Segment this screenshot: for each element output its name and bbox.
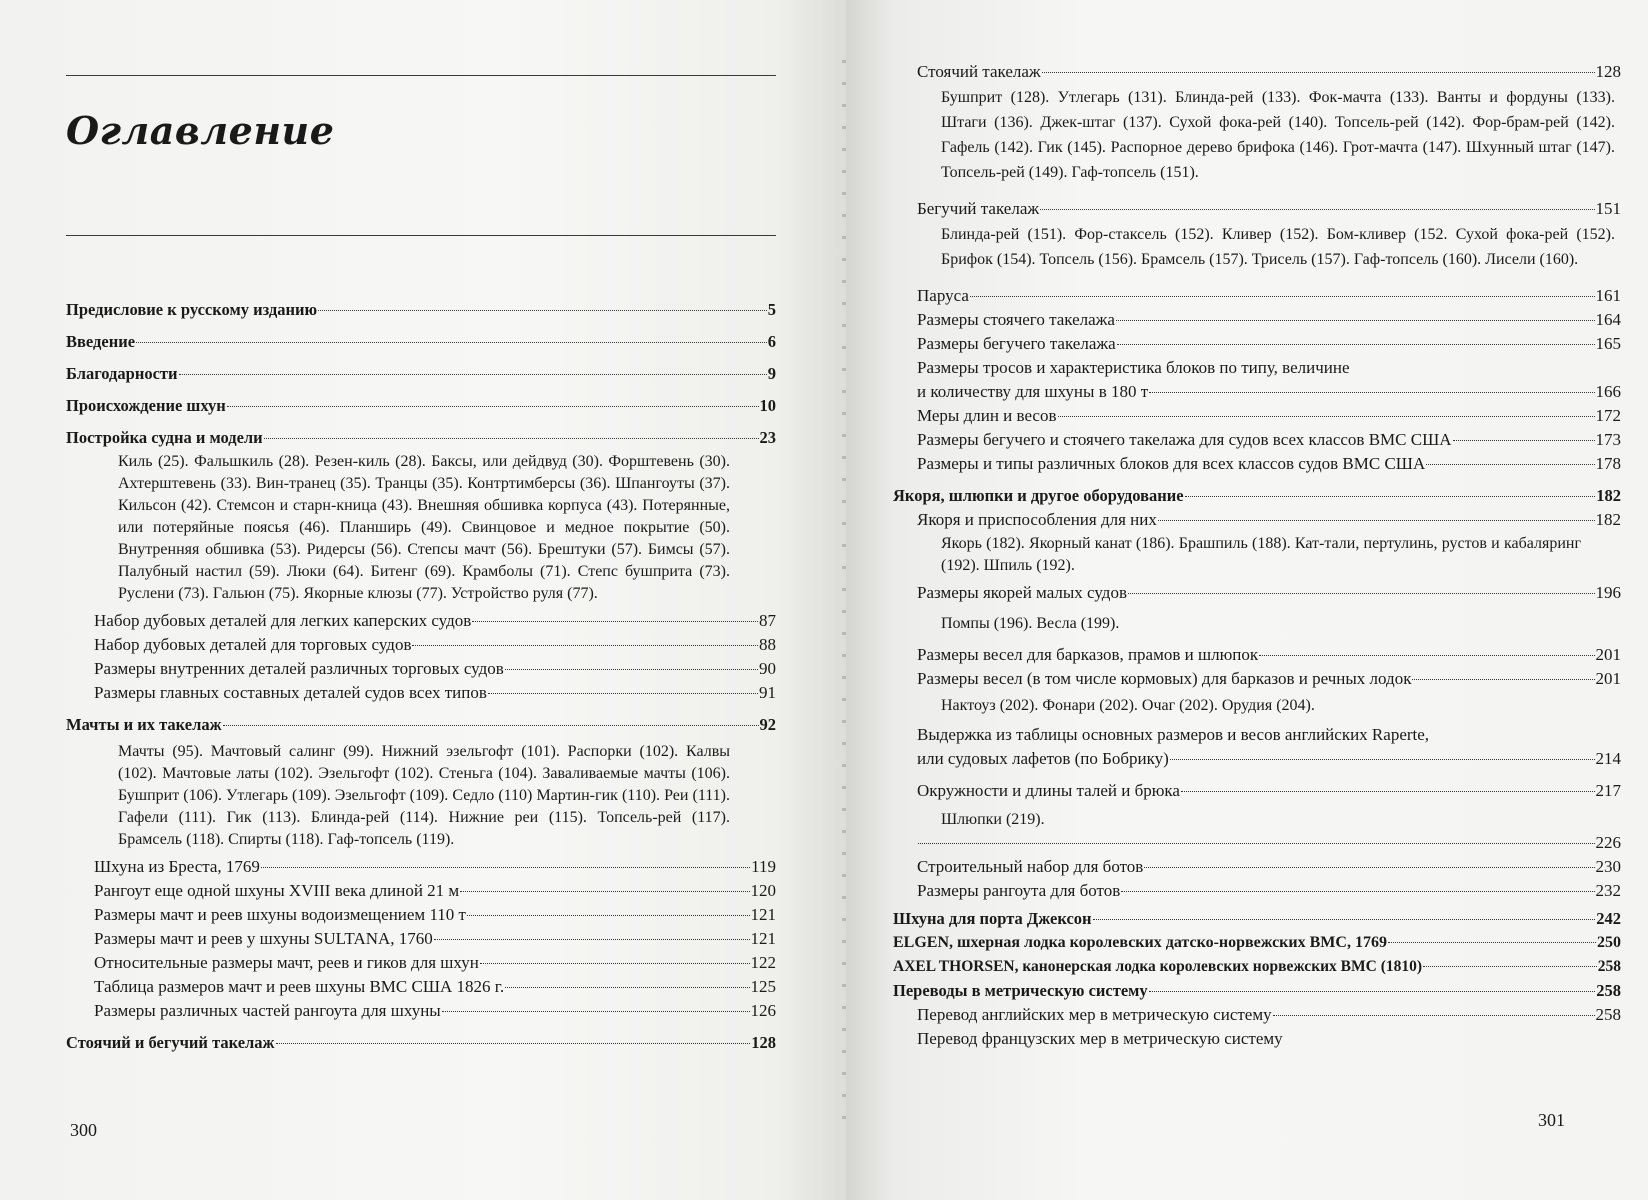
toc-entry[interactable]: 226 — [917, 831, 1621, 855]
toc-entry[interactable]: Размеры весел для барказов, прамов и шлюпок 201 — [917, 645, 1621, 664]
toc-entry[interactable]: Размеры внутренних деталей различных торговых судов 90 — [94, 659, 776, 678]
toc-entry[interactable]: Размеры различных частей рангоута для шхуны 126 — [94, 1001, 776, 1020]
toc-entry[interactable]: Перевод английских мер в метрическую систему 258 — [917, 1005, 1621, 1024]
section-contents: Киль (25). Фальшкиль (28). Резен-киль (28). Баксы, или дейдвуд (30). Форштевень (30). Ахтерштевень (33). Вин-транец (35). Транцы (35). Контртимберсы (36). Шпангоуты (37). Кильсон (42). Стемсон и старн-кница (43). Внешняя обшивка корпуса (43). Потерянные, или потеряйные поясья (46). Планширь (49). Свинцовое и медное покрытие (50). Внутренняя обшивка (53). Ридерсы (56). Степсы мачт (56). Брештуки (57). Бимсы (57). Палубный настил (59). Люки (64). Битенг (69). Крамболы (71). Степс бушприта (73). Руслени (73). Гальюн (75). Якорные клюзы (77). Устройство руля (77). — [118, 453, 730, 602]
toc-entry[interactable]: Переводы в метрическую систему 258 — [893, 981, 1621, 1000]
toc-entry[interactable]: Набор дубовых деталей для торговых судов 88 — [94, 635, 776, 654]
toc-entry[interactable]: Размеры мачт и реев у шхуны SULTANA, 1760 121 — [94, 929, 776, 948]
toc-entry[interactable]: Окружности и длины талей и брюка 217 — [917, 781, 1621, 800]
top-rule — [66, 75, 776, 76]
toc-entry[interactable]: Мачты и их такелаж 92 — [66, 715, 776, 734]
toc-entry[interactable]: Предисловие к русскому изданию 5 — [66, 300, 776, 319]
toc-entry[interactable]: Перевод французских мер в метрическую систему — [917, 1029, 1283, 1048]
toc-entry[interactable]: Размеры бегучего такелажа 165 — [917, 334, 1621, 353]
toc-entry-line[interactable]: Размеры тросов и характеристика блоков по типу, величине — [917, 358, 1350, 377]
toc-entry[interactable]: Размеры рангоута для ботов 232 — [917, 881, 1621, 900]
section-contents: Шлюпки (219). — [941, 811, 1045, 828]
toc-entry[interactable]: Введение 6 — [66, 332, 776, 351]
right-page — [846, 0, 1648, 1200]
toc-entry[interactable]: Благодарности 9 — [66, 364, 776, 383]
toc-entry[interactable]: Относительные размеры мачт, реев и гиков для шхун 122 — [94, 953, 776, 972]
toc-entry[interactable]: Рангоут еще одной шхуны XVIII века длиной 21 м 120 — [94, 881, 776, 900]
toc-entry[interactable]: ELGEN, шхерная лодка королевских датско-норвежских ВМС, 1769 250 — [893, 934, 1621, 951]
section-contents: Мачты (95). Мачтовый салинг (99). Нижний эзельгофт (101). Распорки (102). Калвы (102). Мачтовые латы (102). Эзельгофт (102). Стеньга (104). Заваливаемые мачты (106). Бушприт (106). Утлегарь (109). Эзельгофт (109). Седло (110) Мартин-гик (110). Реи (111). Гафели (111). Гик (113). Блинда-рей (114). Нижние реи (115). Топсель-рей (117). Брамсель (118). Спирты (118). Гаф-топсель (119). — [118, 743, 730, 848]
toc-entry[interactable]: Якоря и приспособления для них 182 — [917, 510, 1621, 529]
toc-entry[interactable]: Размеры стоячего такелажа 164 — [917, 310, 1621, 329]
toc-entry-line[interactable]: Выдержка из таблицы основных размеров и весов английских Raperte, — [917, 725, 1430, 744]
page-number: 301 — [1538, 1110, 1565, 1130]
page-title: Оглавление — [66, 108, 335, 153]
toc-entry[interactable]: Таблица размеров мачт и реев шхуны ВМС США 1826 г. 125 — [94, 977, 776, 996]
toc-entry[interactable]: Размеры главных составных деталей судов всех типов 91 — [94, 683, 776, 702]
section-contents: Бушприт (128). Утлегарь (131). Блинда-рей (133). Фок-мачта (133). Ванты и фордуны (133). Штаги (136). Джек-штаг (137). Сухой фока-рей (140). Топсель-рей (142). Фор-брам-рей (142). Гафель (142). Гик (145). Распорное дерево брифока (146). Грот-мачта (147). Шхунный штаг (147). Топсель-рей (149). Гаф-топсель (151). — [941, 89, 1615, 181]
toc-entry[interactable]: Размеры и типы различных блоков для всех классов судов ВМС США 178 — [917, 454, 1621, 473]
toc-entry[interactable]: Шхуна для порта Джексон 242 — [893, 909, 1621, 928]
toc-entry[interactable]: и количеству для шхуны в 180 т 166 — [917, 382, 1621, 401]
toc-right — [893, 60, 1621, 1051]
page-number: 300 — [70, 1120, 97, 1140]
toc-left — [66, 298, 776, 1055]
toc-entry[interactable]: Меры длин и весов 172 — [917, 406, 1621, 425]
toc-entry[interactable]: Постройка судна и модели 23 — [66, 428, 776, 447]
toc-entry[interactable]: AXEL THORSEN, канонерская лодка королевских норвежских ВМС (1810) 258 — [893, 958, 1621, 975]
toc-entry[interactable]: Стоячий и бегучий такелаж 128 — [66, 1033, 776, 1052]
toc-entry[interactable]: Шхуна из Бреста, 1769 119 — [94, 857, 776, 876]
toc-entry[interactable]: Бегучий такелаж 151 — [917, 199, 1621, 218]
toc-entry[interactable]: Строительный набор для ботов 230 — [917, 857, 1621, 876]
toc-entry[interactable]: Стоячий такелаж 128 — [917, 62, 1621, 81]
toc-entry[interactable]: Паруса 161 — [917, 286, 1621, 305]
toc-entry[interactable]: Размеры весел (в том числе кормовых) для барказов и речных лодок 201 — [917, 669, 1621, 688]
toc-entry[interactable]: Размеры якорей малых судов 196 — [917, 583, 1621, 602]
section-contents: Помпы (196). Весла (199). — [941, 615, 1120, 632]
section-contents: Якорь (182). Якорный канат (186). Брашпиль (188). Кат-тали, пертулинь, рустов и кабаляринг (192). Шпиль (192). — [941, 535, 1581, 574]
section-contents: Нактоуз (202). Фонари (202). Очаг (202). Орудия (204). — [941, 697, 1315, 714]
toc-entry[interactable]: или судовых лафетов (по Бобрику) 214 — [917, 749, 1621, 768]
toc-entry[interactable]: Якоря, шлюпки и другое оборудование 182 — [893, 486, 1621, 505]
toc-entry[interactable]: Происхождение шхун 10 — [66, 396, 776, 415]
title-rule — [66, 235, 776, 236]
toc-entry[interactable]: Размеры бегучего и стоячего такелажа для судов всех классов ВМС США 173 — [917, 430, 1621, 449]
section-contents: Блинда-рей (151). Фор-стаксель (152). Кливер (152). Бом-кливер (152. Сухой фока-рей (152). Брифок (154). Топсель (156). Брамсель (157). Трисель (157). Гаф-топсель (160). Лисели (160). — [941, 226, 1615, 268]
toc-entry[interactable]: Набор дубовых деталей для легких каперских судов 87 — [94, 611, 776, 630]
toc-entry[interactable]: Размеры мачт и реев шхуны водоизмещением 110 т 121 — [94, 905, 776, 924]
